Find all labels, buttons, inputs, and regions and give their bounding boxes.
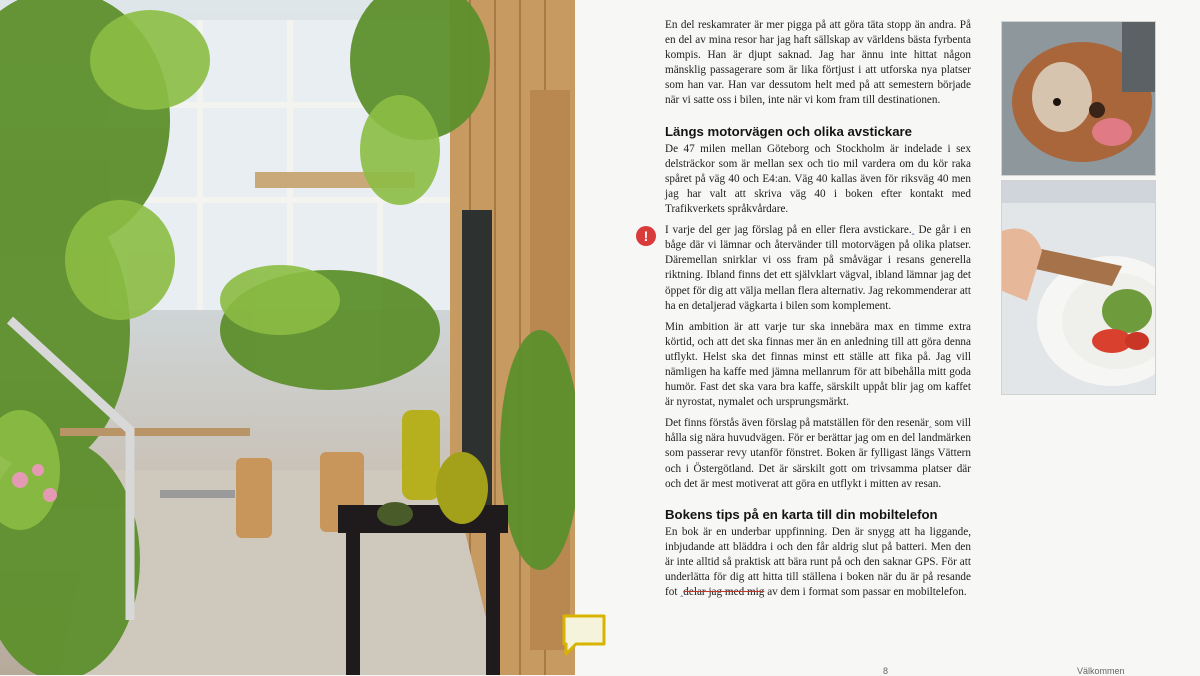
paragraph-restaurants: [665, 416, 971, 491]
book-page: [575, 0, 1200, 675]
paragraph-ambition: Min ambition är att varje tur ska innebära max en timme extra körtid, och att det ska finnas mer än en anledning till att göra denna utflykt. Helst ska det finnas minst ett ställe att fika på. Jag vill nämligen ha kaffe med jämna mellanrum för att bibehålla mitt goda humör. Fast det ska vara bra kaffe, särskilt uppåt blir jag om kaffet är nyrostat, nymalet och ursprungsmärkt.: [665, 320, 971, 409]
dog-illustration: [1002, 22, 1155, 175]
commented-sentence[interactable]: I varje del ger jag förslag på en eller flera avstickare.: [665, 224, 912, 237]
insert-caret-icon: ‸: [680, 587, 684, 598]
section-footer: Välkommen: [1077, 666, 1125, 676]
paragraph-restaurants-start: Det finns förstås även förslag på matställen för den resenär: [665, 417, 929, 430]
dog-photo: [1001, 21, 1156, 176]
struck-text[interactable]: delar jag med mig: [683, 586, 765, 599]
paragraph-detours: [665, 223, 971, 314]
section-heading-map: Bokens tips på en karta till din mobiltelefon: [665, 506, 938, 522]
speech-bubble-icon: [560, 612, 608, 658]
insert-caret-icon: ‸: [928, 418, 932, 429]
insert-caret-icon: ‸: [911, 225, 915, 236]
page-number: 8: [883, 666, 889, 676]
food-illustration: [1002, 181, 1155, 394]
food-photo: [1001, 180, 1156, 395]
paragraph-restaurants-rest: som vill hålla sig nära huvudvägen. För er berättar jag om en del landmärken som passerar revy utanför fönstret. Boken är fylligast längs Vättern och i Östergötland. Det är särskilt gott om trivsamma platser där och det är mest motiverat att göra en utflykt i mitten av resan.: [665, 417, 972, 490]
paragraph-detours-rest: De går i en båge där vi lämnar och återvänder till motorvägen på olika platser. Däremellan snirklar vi oss fram på småvägar i resans generella riktning. Ibland finns det ett självklart vägval, ibland lämnar jag det öppet för dig att välja mellan flera alternativ. Jag rekommenderar att ha en detaljerad vägkarta i bilen som komplement.: [665, 224, 971, 312]
comment-alert-icon[interactable]: !: [636, 226, 656, 246]
paragraph-map-start: En bok är en underbar uppfinning. Den är snygg att ha liggande, inbjudande att bläddra i och den får aldrig slut på batteri. Men den är inte alltid så praktisk att bära runt på och den saknar GPS. För att underlätta för dig att hitta till ställena i boken när du är på resande fot: [665, 525, 971, 599]
intro-paragraph: En del reskamrater är mer pigga på att göra täta stopp än andra. På en del av mina resor har jag haft sällskap av världens bästa fyrbenta kompis. Han är djupt saknad. Jag har ännu inte hittat någon mänsklig passagerare som är lika förtjust i att utforska nya platser som han var. Han var dessutom helt med på att semestern började när vi satte oss i bilen, inte när vi kom fram till destinationen.: [665, 19, 971, 107]
greenhouse-illustration: [0, 0, 575, 675]
paragraph-map-end: av dem i format som passar en mobiltelefon.: [767, 586, 967, 599]
article-text: [665, 18, 971, 606]
paragraph-map: [665, 525, 971, 600]
section-heading-motorway: Längs motorvägen och olika avstickare: [665, 123, 912, 139]
greenhouse-photo: [0, 0, 575, 675]
paragraph-distance: De 47 milen mellan Göteborg och Stockholm är indelade i sex delsträckor som är mellan sex och tio mil vardera om du kör raka spåret på väg 40 och E4:an. Väg 40 kallas även för riksväg 40 men jag har valt att skriva väg 40 i boken efter kontakt med Trafikverkets språkvårdare.: [665, 142, 971, 216]
note-comment-icon[interactable]: [560, 612, 608, 663]
